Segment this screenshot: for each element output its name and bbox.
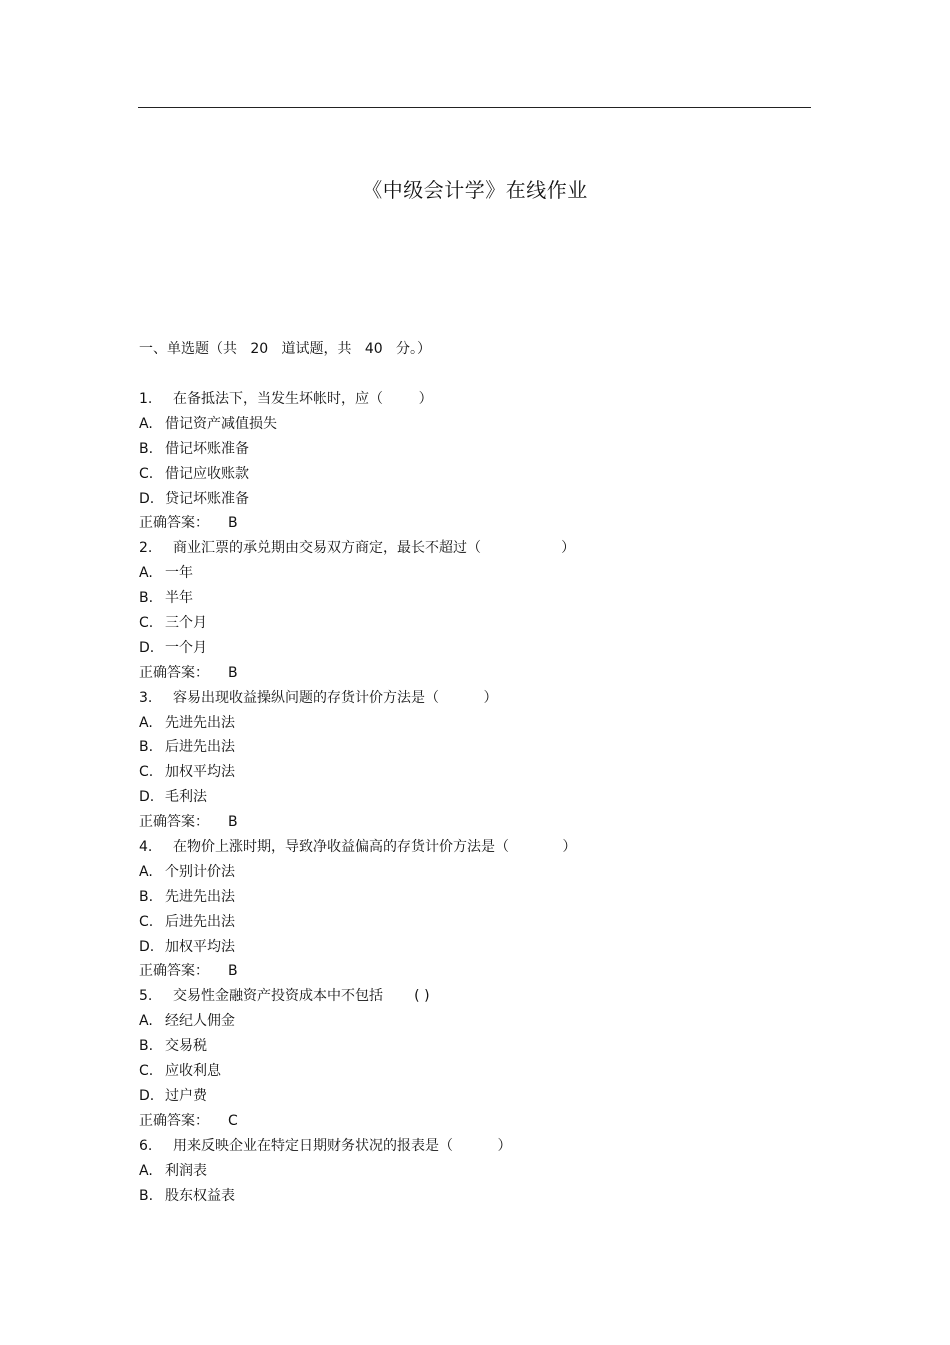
option-b bbox=[139, 1184, 839, 1209]
option-letter: C. bbox=[139, 465, 154, 482]
question-number: 2. bbox=[139, 540, 153, 557]
answer-line bbox=[139, 511, 839, 536]
option-text: 借记坏账准备 bbox=[165, 440, 249, 457]
option-text: 股东权益表 bbox=[165, 1187, 235, 1204]
option-letter: B. bbox=[139, 739, 154, 756]
question-text: 在物价上涨时期，导致净收益偏高的存货计价方法是（ ） bbox=[173, 839, 577, 856]
option-a bbox=[139, 412, 839, 437]
option-letter: B. bbox=[139, 590, 154, 607]
question-stem bbox=[139, 984, 839, 1009]
question-number: 5. bbox=[139, 988, 153, 1005]
option-text: 个别计价法 bbox=[165, 863, 235, 880]
question-number: 1. bbox=[139, 391, 153, 407]
option-letter: D. bbox=[139, 490, 155, 507]
option-d bbox=[139, 935, 839, 960]
option-text: 过户费 bbox=[165, 1087, 207, 1104]
answer-value: B bbox=[228, 515, 238, 532]
answer-label: 正确答案： bbox=[139, 664, 209, 681]
option-letter: B. bbox=[139, 1038, 154, 1055]
option-c bbox=[139, 1059, 839, 1084]
answer-label: 正确答案： bbox=[139, 814, 209, 831]
option-letter: B. bbox=[139, 888, 154, 905]
option-text: 应收利息 bbox=[165, 1063, 221, 1080]
option-letter: C. bbox=[139, 764, 154, 781]
answer-line bbox=[139, 959, 839, 984]
option-letter: C. bbox=[139, 615, 154, 632]
option-text: 加权平均法 bbox=[165, 764, 235, 781]
question-list bbox=[139, 387, 839, 1208]
header-rule bbox=[138, 107, 811, 108]
answer-line bbox=[139, 1109, 839, 1134]
question-stem bbox=[139, 835, 839, 860]
question-stem bbox=[139, 536, 839, 561]
option-letter: B. bbox=[139, 440, 154, 457]
option-d bbox=[139, 487, 839, 512]
option-text: 借记应收账款 bbox=[165, 465, 249, 482]
question-2 bbox=[139, 536, 839, 685]
option-letter: D. bbox=[139, 789, 155, 806]
option-b bbox=[139, 735, 839, 760]
document-title: 《中级会计学》在线作业 bbox=[362, 178, 588, 202]
option-a bbox=[139, 561, 839, 586]
option-letter: D. bbox=[139, 938, 155, 955]
option-text: 交易税 bbox=[165, 1038, 207, 1055]
option-text: 经纪人佣金 bbox=[165, 1013, 235, 1030]
option-b bbox=[139, 885, 839, 910]
option-b bbox=[139, 437, 839, 462]
option-letter: D. bbox=[139, 1087, 155, 1104]
question-text: 在备抵法下，当发生坏帐时，应（ ） bbox=[173, 391, 433, 407]
section-heading: 一、单选题（共 20 道试题，共 40 分。） bbox=[139, 341, 432, 357]
option-text: 加权平均法 bbox=[165, 938, 235, 955]
option-c bbox=[139, 760, 839, 785]
option-letter: C. bbox=[139, 913, 154, 930]
question-5 bbox=[139, 984, 839, 1133]
option-letter: B. bbox=[139, 1187, 154, 1204]
option-c bbox=[139, 462, 839, 487]
option-letter: A. bbox=[139, 863, 153, 880]
option-letter: A. bbox=[139, 714, 153, 731]
question-text: 交易性金融资产投资成本中不包括 ( ) bbox=[173, 988, 430, 1005]
option-a bbox=[139, 1009, 839, 1034]
question-1 bbox=[139, 387, 839, 536]
option-text: 贷记坏账准备 bbox=[165, 490, 249, 507]
question-number: 4. bbox=[139, 839, 153, 856]
question-3 bbox=[139, 686, 839, 835]
option-c bbox=[139, 611, 839, 636]
question-6 bbox=[139, 1134, 839, 1209]
answer-label: 正确答案： bbox=[139, 963, 209, 980]
option-d bbox=[139, 1084, 839, 1109]
option-d bbox=[139, 636, 839, 661]
option-text: 后进先出法 bbox=[165, 913, 235, 930]
option-b bbox=[139, 1034, 839, 1059]
option-text: 先进先出法 bbox=[165, 714, 235, 731]
question-4 bbox=[139, 835, 839, 984]
answer-label: 正确答案： bbox=[139, 515, 209, 532]
question-text: 商业汇票的承兑期由交易双方商定，最长不超过（ ） bbox=[173, 540, 576, 557]
option-letter: D. bbox=[139, 639, 155, 656]
option-a bbox=[139, 1159, 839, 1184]
option-c bbox=[139, 910, 839, 935]
question-stem bbox=[139, 387, 839, 412]
question-number: 3. bbox=[139, 689, 153, 706]
option-letter: A. bbox=[139, 565, 153, 582]
option-a bbox=[139, 860, 839, 885]
question-text: 容易出现收益操纵问题的存货计价方法是（ ） bbox=[173, 689, 498, 706]
answer-value: B bbox=[228, 963, 238, 980]
answer-value: C bbox=[228, 1112, 238, 1129]
option-text: 半年 bbox=[165, 590, 193, 607]
answer-label: 正确答案： bbox=[139, 1112, 209, 1129]
option-text: 先进先出法 bbox=[165, 888, 235, 905]
option-text: 后进先出法 bbox=[165, 739, 235, 756]
option-text: 毛利法 bbox=[165, 789, 207, 806]
option-b bbox=[139, 586, 839, 611]
option-text: 利润表 bbox=[165, 1162, 207, 1179]
answer-value: B bbox=[228, 664, 238, 681]
option-text: 一个月 bbox=[165, 639, 207, 656]
option-d bbox=[139, 785, 839, 810]
option-letter: C. bbox=[139, 1063, 154, 1080]
option-text: 借记资产减值损失 bbox=[165, 415, 277, 432]
question-stem bbox=[139, 1134, 839, 1159]
option-letter: A. bbox=[139, 1013, 153, 1030]
question-text: 用来反映企业在特定日期财务状况的报表是（ ） bbox=[173, 1137, 512, 1154]
option-letter: A. bbox=[139, 1162, 153, 1179]
answer-line bbox=[139, 810, 839, 835]
option-letter: A. bbox=[139, 415, 153, 432]
answer-line bbox=[139, 661, 839, 686]
option-text: 三个月 bbox=[165, 615, 207, 632]
question-stem bbox=[139, 686, 839, 711]
option-a bbox=[139, 711, 839, 736]
option-text: 一年 bbox=[165, 565, 193, 582]
answer-value: B bbox=[228, 814, 238, 831]
question-number: 6. bbox=[139, 1137, 153, 1154]
